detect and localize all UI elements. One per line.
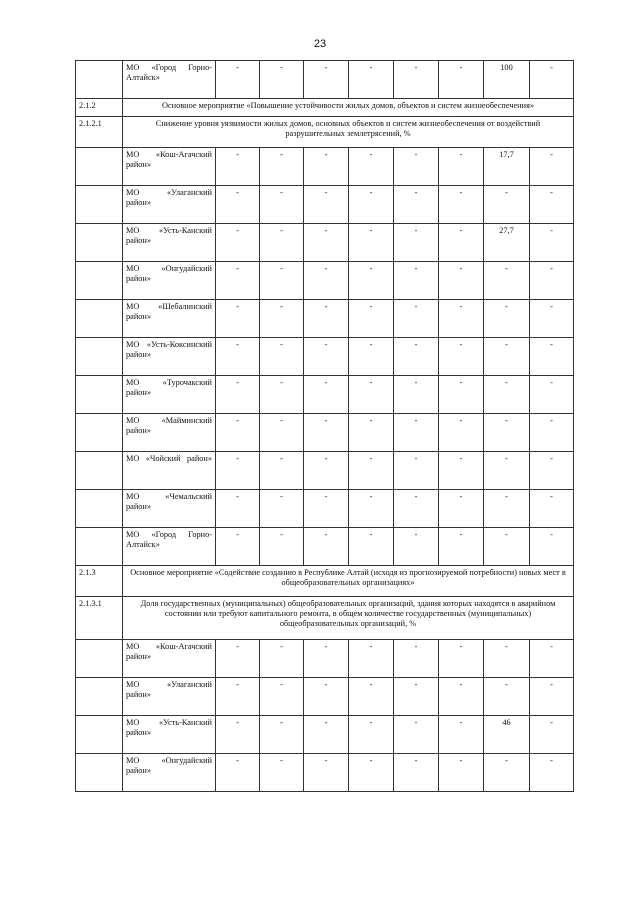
value-cell: -: [304, 414, 349, 452]
value-cell: -: [304, 640, 349, 678]
value-cell: -: [260, 376, 304, 414]
value-cell: -: [394, 186, 439, 224]
table-body: [76, 61, 574, 792]
value-cell: -: [530, 754, 574, 792]
value-cell: -: [216, 300, 260, 338]
value-cell: -: [394, 640, 439, 678]
value-cell: -: [530, 414, 574, 452]
value-cell: -: [349, 61, 394, 99]
value-cell: -: [216, 414, 260, 452]
value-cell: -: [260, 678, 304, 716]
value-cell: -: [260, 640, 304, 678]
value-cell: -: [216, 678, 260, 716]
value-cell: -: [349, 754, 394, 792]
table-row: [76, 490, 574, 528]
municipality-name: МО «Улаганский район»: [123, 678, 216, 716]
code-cell: [76, 376, 123, 414]
value-cell: -: [304, 148, 349, 186]
table-row: [76, 376, 574, 414]
code-cell: [76, 414, 123, 452]
code-cell: [76, 716, 123, 754]
value-cell: -: [304, 754, 349, 792]
table-row: [76, 678, 574, 716]
value-cell: -: [260, 490, 304, 528]
value-cell: -: [394, 490, 439, 528]
value-cell: -: [216, 452, 260, 490]
value-cell: -: [260, 528, 304, 566]
value-cell: -: [349, 376, 394, 414]
municipality-name: МО «Шебалинский район»: [123, 300, 216, 338]
section-code: 2.1.3: [76, 566, 123, 597]
value-cell: -: [304, 490, 349, 528]
value-cell: -: [394, 300, 439, 338]
value-cell: -: [439, 716, 484, 754]
value-cell: 100: [484, 61, 530, 99]
table-row: [76, 61, 574, 99]
value-cell: -: [439, 528, 484, 566]
value-cell: -: [216, 61, 260, 99]
value-cell: -: [439, 414, 484, 452]
value-cell: -: [530, 300, 574, 338]
value-cell: -: [439, 376, 484, 414]
code-cell: [76, 640, 123, 678]
value-cell: -: [394, 148, 439, 186]
municipality-name: МО «Турочакский район»: [123, 376, 216, 414]
value-cell: -: [304, 300, 349, 338]
value-cell: -: [260, 224, 304, 262]
municipality-name: МО «Онгудайский район»: [123, 754, 216, 792]
value-cell: -: [484, 678, 530, 716]
table-row: [76, 186, 574, 224]
value-cell: -: [530, 61, 574, 99]
municipality-name: МО «Чойский район»: [123, 452, 216, 490]
value-cell: -: [260, 754, 304, 792]
value-cell: -: [216, 338, 260, 376]
value-cell: -: [260, 300, 304, 338]
value-cell: -: [439, 452, 484, 490]
value-cell: 27,7: [484, 224, 530, 262]
value-cell: -: [394, 528, 439, 566]
value-cell: -: [439, 148, 484, 186]
value-cell: -: [484, 640, 530, 678]
value-cell: -: [439, 262, 484, 300]
value-cell: -: [439, 300, 484, 338]
value-cell: -: [439, 186, 484, 224]
value-cell: -: [216, 148, 260, 186]
value-cell: -: [304, 528, 349, 566]
table-row: [76, 640, 574, 678]
value-cell: -: [394, 716, 439, 754]
value-cell: -: [394, 754, 439, 792]
value-cell: -: [530, 262, 574, 300]
value-cell: -: [260, 61, 304, 99]
value-cell: -: [304, 224, 349, 262]
section-code: 2.1.2: [76, 99, 123, 117]
municipality-name: МО «Усть-Коксинский район»: [123, 338, 216, 376]
page-number: 23: [313, 38, 327, 50]
value-cell: -: [439, 490, 484, 528]
value-cell: -: [394, 61, 439, 99]
value-cell: 46: [484, 716, 530, 754]
value-cell: -: [349, 490, 394, 528]
value-cell: -: [530, 186, 574, 224]
value-cell: -: [216, 186, 260, 224]
municipality-name: МО «Онгудайский район»: [123, 262, 216, 300]
value-cell: -: [484, 338, 530, 376]
value-cell: -: [216, 490, 260, 528]
code-cell: [76, 262, 123, 300]
value-cell: -: [394, 262, 439, 300]
value-cell: -: [484, 528, 530, 566]
code-cell: [76, 490, 123, 528]
value-cell: -: [530, 224, 574, 262]
value-cell: -: [349, 452, 394, 490]
value-cell: -: [394, 224, 439, 262]
table-row: [76, 452, 574, 490]
municipality-name: МО «Усть-Канский район»: [123, 716, 216, 754]
section-code: 2.1.2.1: [76, 117, 123, 148]
value-cell: -: [349, 186, 394, 224]
value-cell: -: [530, 716, 574, 754]
value-cell: -: [349, 338, 394, 376]
table-row: [76, 754, 574, 792]
value-cell: -: [394, 376, 439, 414]
value-cell: -: [530, 376, 574, 414]
value-cell: -: [304, 338, 349, 376]
value-cell: -: [349, 414, 394, 452]
value-cell: -: [484, 376, 530, 414]
value-cell: -: [260, 452, 304, 490]
value-cell: -: [530, 148, 574, 186]
value-cell: -: [484, 754, 530, 792]
code-cell: [76, 300, 123, 338]
municipality-name: МО «Город Горно-Алтайск»: [123, 61, 216, 99]
value-cell: -: [530, 490, 574, 528]
section-row: [76, 566, 574, 597]
value-cell: -: [349, 716, 394, 754]
value-cell: -: [304, 61, 349, 99]
table-row: [76, 224, 574, 262]
indicators-table: [75, 60, 574, 792]
value-cell: -: [530, 640, 574, 678]
value-cell: -: [484, 414, 530, 452]
value-cell: -: [530, 338, 574, 376]
section-row: [76, 597, 574, 640]
value-cell: -: [394, 678, 439, 716]
municipality-name: МО «Майминский район»: [123, 414, 216, 452]
value-cell: -: [439, 640, 484, 678]
value-cell: -: [530, 678, 574, 716]
table-row: [76, 262, 574, 300]
value-cell: -: [216, 262, 260, 300]
table-row: [76, 338, 574, 376]
table-row: [76, 414, 574, 452]
section-title: Доля государственных (муниципальных) общеобразовательных организаций, здания которых находятся в аварийном состоянии или требуют капитального ремонта, в общем количестве государственных (муниципальных) общеобразовательных организаций, %: [123, 597, 574, 640]
code-cell: [76, 148, 123, 186]
value-cell: -: [484, 300, 530, 338]
value-cell: -: [349, 148, 394, 186]
value-cell: -: [216, 716, 260, 754]
section-title: Основное мероприятие «Повышение устойчивости жилых домов, объектов и систем жизнеобеспечения»: [123, 99, 574, 117]
value-cell: -: [216, 224, 260, 262]
value-cell: -: [260, 186, 304, 224]
municipality-name: МО «Город Горно-Алтайск»: [123, 528, 216, 566]
code-cell: [76, 186, 123, 224]
value-cell: -: [349, 678, 394, 716]
code-cell: [76, 528, 123, 566]
code-cell: [76, 754, 123, 792]
value-cell: -: [260, 262, 304, 300]
value-cell: -: [394, 452, 439, 490]
value-cell: -: [260, 338, 304, 376]
section-title: Снижение уровня уязвимости жилых домов, основных объектов и систем жизнеобеспечения от воздействий разрушительных землетрясений, %: [123, 117, 574, 148]
municipality-name: МО «Улаганский район»: [123, 186, 216, 224]
value-cell: -: [349, 640, 394, 678]
value-cell: -: [349, 224, 394, 262]
code-cell: [76, 224, 123, 262]
value-cell: -: [260, 414, 304, 452]
municipality-name: МО «Чемальский район»: [123, 490, 216, 528]
table-row: [76, 716, 574, 754]
value-cell: -: [216, 528, 260, 566]
value-cell: -: [216, 640, 260, 678]
value-cell: -: [439, 754, 484, 792]
value-cell: -: [484, 490, 530, 528]
municipality-name: МО «Усть-Канский район»: [123, 224, 216, 262]
value-cell: -: [304, 376, 349, 414]
code-cell: [76, 678, 123, 716]
value-cell: -: [260, 716, 304, 754]
value-cell: -: [304, 262, 349, 300]
value-cell: -: [439, 61, 484, 99]
section-title: Основное мероприятие «Содействие созданию в Республике Алтай (исходя из прогнозируемой потребности) новых мест в общеобразовательных организациях»: [123, 566, 574, 597]
value-cell: -: [530, 528, 574, 566]
value-cell: -: [216, 754, 260, 792]
section-row: [76, 99, 574, 117]
value-cell: -: [394, 338, 439, 376]
code-cell: [76, 338, 123, 376]
value-cell: -: [349, 528, 394, 566]
value-cell: -: [304, 186, 349, 224]
value-cell: -: [304, 452, 349, 490]
table-row: [76, 300, 574, 338]
municipality-name: МО «Кош-Агачский район»: [123, 148, 216, 186]
value-cell: -: [216, 376, 260, 414]
value-cell: -: [349, 300, 394, 338]
value-cell: -: [484, 186, 530, 224]
table-row: [76, 528, 574, 566]
value-cell: -: [530, 452, 574, 490]
section-code: 2.1.3.1: [76, 597, 123, 640]
code-cell: [76, 452, 123, 490]
table-row: [76, 148, 574, 186]
section-row: [76, 117, 574, 148]
value-cell: -: [349, 262, 394, 300]
value-cell: -: [260, 148, 304, 186]
municipality-name: МО «Кош-Агачский район»: [123, 640, 216, 678]
value-cell: -: [439, 678, 484, 716]
value-cell: -: [484, 262, 530, 300]
value-cell: -: [304, 678, 349, 716]
value-cell: -: [484, 452, 530, 490]
value-cell: -: [394, 414, 439, 452]
value-cell: -: [304, 716, 349, 754]
value-cell: -: [439, 338, 484, 376]
value-cell: 17,7: [484, 148, 530, 186]
code-cell: [76, 61, 123, 99]
value-cell: -: [439, 224, 484, 262]
